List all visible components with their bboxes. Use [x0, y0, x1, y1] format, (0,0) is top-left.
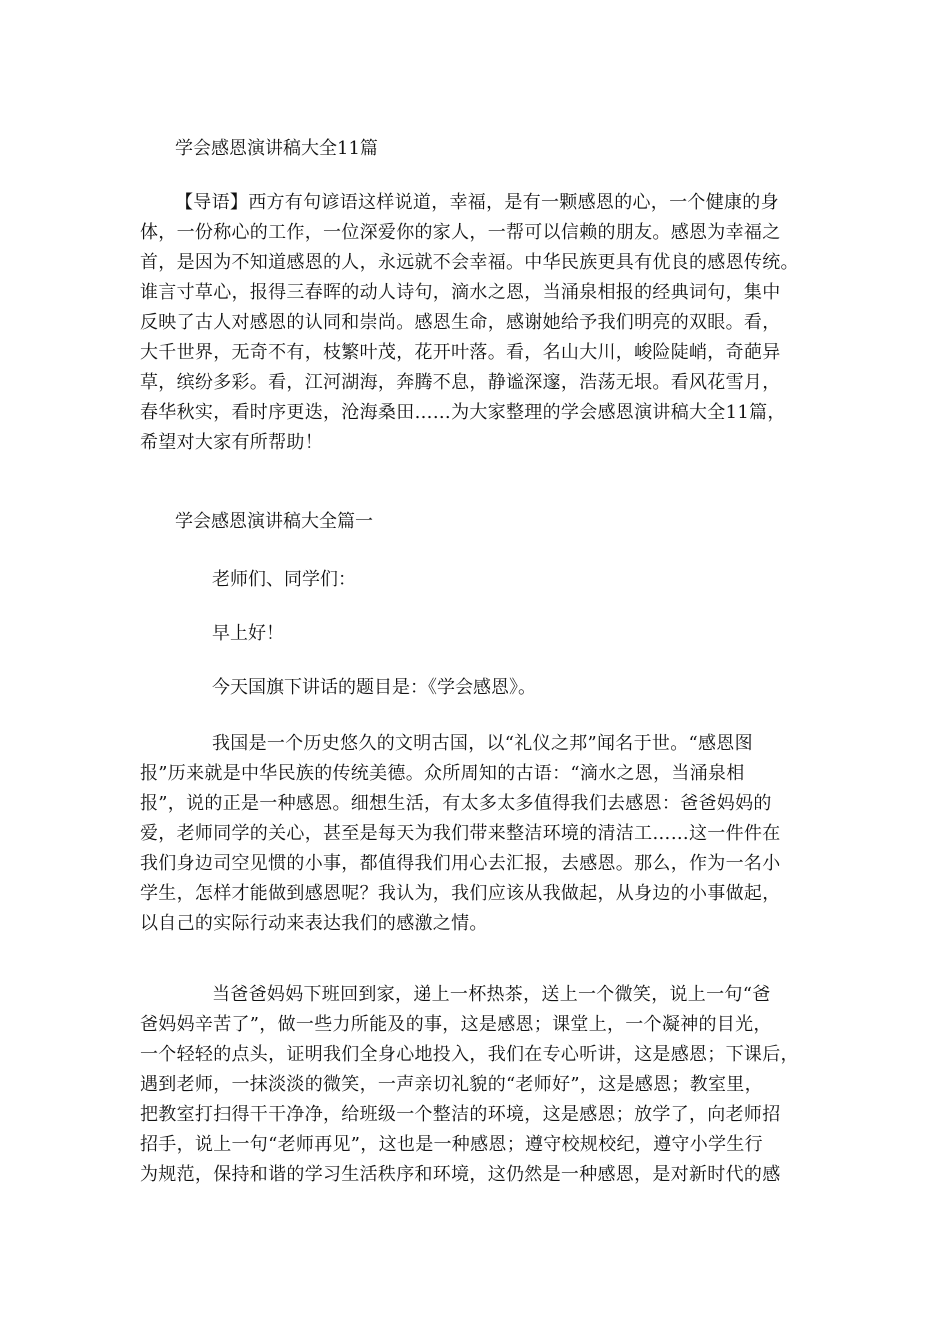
intro-line: 体，一份称心的工作，一位深爱你的家人，一帮可以信赖的朋友。感恩为幸福之 [140, 222, 781, 243]
intro-paragraph [140, 188, 799, 458]
paragraph-line: 遇到老师，一抹淡淡的微笑，一声亲切礼貌的“老师好”，这是感恩；教室里， [140, 1074, 763, 1095]
body-paragraph-2 [140, 980, 799, 1190]
intro-line: 反映了古人对感恩的认同和崇尚。感恩生命，感谢她给予我们明亮的双眼。看， [140, 312, 781, 333]
paragraph-line: 报”，说的正是一种感恩。细想生活，有太多太多值得我们去感恩：爸爸妈妈的 [140, 793, 772, 814]
intro-line: 首，是因为不知道感恩的人，永远就不会幸福。中华民族更具有优良的感恩传统。 [140, 252, 799, 273]
paragraph-line: 我们身边司空见惯的小事，都值得我们用心去汇报，去感恩。那么，作为一名小 [140, 853, 781, 874]
paragraph-line: 招手，说上一句“老师再见”，这也是一种感恩；遵守校规校纪，遵守小学生行 [140, 1134, 763, 1155]
greeting-line: 老师们、同学们： [212, 569, 356, 590]
paragraph-line: 当爸爸妈妈下班回到家，递上一杯热茶，送上一个微笑，说上一句“爸 [212, 984, 771, 1005]
intro-line: 谁言寸草心，报得三春晖的动人诗句，滴水之恩，当涌泉相报的经典词句，集中 [140, 282, 781, 303]
body-paragraph-1 [140, 729, 781, 939]
paragraph-line: 爸妈妈辛苦了”，做一些力所能及的事，这是感恩；课堂上，一个凝神的目光， [140, 1014, 772, 1035]
paragraph-line: 学生，怎样才能做到感恩呢？我认为，我们应该从我做起，从身边的小事做起， [140, 883, 781, 904]
paragraph-line: 我国是一个历史悠久的文明古国，以“礼仪之邦”闻名于世。“感恩图 [212, 733, 753, 754]
intro-line: 希望对大家有所帮助！ [140, 432, 323, 453]
document-title: 学会感恩演讲稿大全11篇 [175, 138, 378, 159]
intro-line: 春华秋实，看时序更迭，沧海桑田……为大家整理的学会感恩演讲稿大全11篇， [140, 402, 786, 423]
topic-line: 今天国旗下讲话的题目是：《学会感恩》。 [212, 677, 536, 698]
intro-line: 【导语】西方有句谚语这样说道，幸福，是有一颗感恩的心，一个健康的身 [175, 192, 779, 213]
paragraph-line: 一个轻轻的点头，证明我们全身心地投入，我们在专心听讲，这是感恩；下课后， [140, 1044, 799, 1065]
intro-line: 大千世界，无奇不有，枝繁叶茂，花开叶落。看，名山大川，峻险陡峭，奇葩异 [140, 342, 781, 363]
paragraph-line: 以自己的实际行动来表达我们的感激之情。 [140, 913, 488, 934]
paragraph-line: 为规范，保持和谐的学习生活秩序和环境，这仍然是一种感恩，是对新时代的感 [140, 1164, 781, 1185]
paragraph-line: 爱，老师同学的关心，甚至是每天为我们带来整洁环境的清洁工……这一件件在 [140, 823, 781, 844]
section-title: 学会感恩演讲稿大全篇一 [175, 511, 373, 532]
paragraph-line: 报”历来就是中华民族的传统美德。众所周知的古语：“滴水之恩，当涌泉相 [140, 763, 745, 784]
intro-line: 草，缤纷多彩。看，江河湖海，奔腾不息，静谧深邃，浩荡无垠。看风花雪月， [140, 372, 781, 393]
paragraph-line: 把教室打扫得干干净净，给班级一个整洁的环境，这是感恩；放学了，向老师招 [140, 1104, 781, 1125]
morning-line: 早上好！ [212, 623, 284, 644]
